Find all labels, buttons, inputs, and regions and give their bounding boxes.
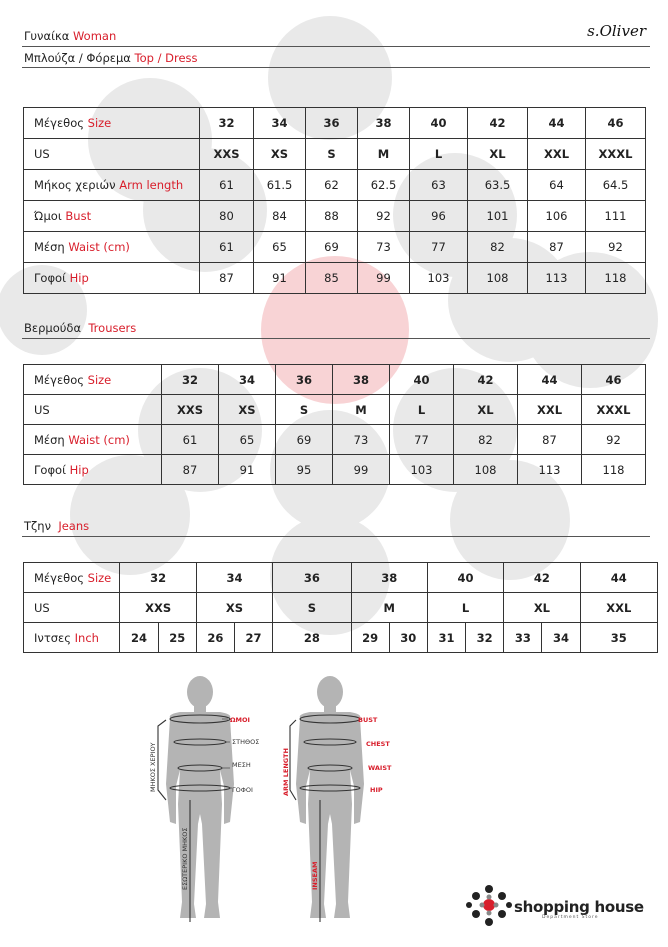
table-cell: 34 <box>254 108 306 139</box>
row-label-gr: Γοφοί <box>34 271 66 285</box>
table-cell: 87 <box>200 263 254 294</box>
table-cell: 82 <box>468 232 528 263</box>
table-cell: 32 <box>162 365 219 395</box>
table-cell: XXL <box>518 395 582 425</box>
row-label-gr: Μέση <box>34 432 65 447</box>
table-row <box>24 455 646 485</box>
table-cell: 88 <box>306 201 358 232</box>
table-cell: M <box>351 593 427 623</box>
table-row <box>24 263 646 294</box>
row-label-gr: US <box>34 147 50 161</box>
row-label-en: Hip <box>69 271 89 285</box>
row-label-en: Size <box>87 372 112 387</box>
table-cell: 106 <box>528 201 586 232</box>
table-row <box>24 232 646 263</box>
row-label <box>24 455 162 485</box>
table-cell: 61.5 <box>254 170 306 201</box>
table-cell: 69 <box>276 425 333 455</box>
table-row <box>24 593 658 623</box>
table-cell: 31 <box>427 623 465 653</box>
table-cell: L <box>410 139 468 170</box>
row-label-gr: Μέγεθος <box>34 570 84 585</box>
table-cell: 24 <box>120 623 158 653</box>
table-cell: 26 <box>196 623 234 653</box>
table-cell: S <box>273 593 351 623</box>
table-cell: XS <box>254 139 306 170</box>
top-label-gr: Μπλούζα / Φόρεμα <box>24 51 131 65</box>
table-cell: 96 <box>410 201 468 232</box>
table-cell: XXL <box>580 593 657 623</box>
table-cell: 62.5 <box>358 170 410 201</box>
table-cell: 118 <box>586 263 646 294</box>
table-cell: 63.5 <box>468 170 528 201</box>
table-cell: 77 <box>410 232 468 263</box>
table-cell: 65 <box>219 425 276 455</box>
table-cell: 103 <box>410 263 468 294</box>
table-cell: 40 <box>390 365 454 395</box>
table-cell: XXXL <box>586 139 646 170</box>
table-cell: 46 <box>586 108 646 139</box>
table-cell: 101 <box>468 201 528 232</box>
table-cell: 36 <box>276 365 333 395</box>
table-cell: 108 <box>454 455 518 485</box>
row-label-gr: Ιντσες <box>34 630 71 645</box>
row-label <box>24 170 200 201</box>
table-cell: 32 <box>120 563 196 593</box>
row-label <box>24 263 200 294</box>
jeans-label-en: Jeans <box>58 519 90 533</box>
section-woman-header <box>24 29 116 43</box>
table-cell: 108 <box>468 263 528 294</box>
row-label <box>24 108 200 139</box>
divider <box>22 46 650 47</box>
row-label-gr: Μήκος χεριών <box>34 178 116 192</box>
chest-label-en: CHEST <box>366 740 390 748</box>
table-cell: 40 <box>427 563 503 593</box>
table-cell: 35 <box>580 623 657 653</box>
table-row <box>24 395 646 425</box>
table-row <box>24 365 646 395</box>
brand-logo: s.Oliver <box>587 22 646 40</box>
figure-back <box>296 676 364 918</box>
table-cell: XL <box>468 139 528 170</box>
table-cell: 40 <box>410 108 468 139</box>
row-label <box>24 395 162 425</box>
jeans-label-gr: Τζην <box>24 519 51 533</box>
table-cell: L <box>427 593 503 623</box>
table-cell: XS <box>219 395 276 425</box>
section-trousers-header <box>24 321 136 335</box>
table-cell: M <box>358 139 410 170</box>
table-cell: 38 <box>351 563 427 593</box>
table-cell: XXS <box>120 593 196 623</box>
table-cell: 92 <box>586 232 646 263</box>
row-label-en: Waist (cm) <box>68 240 130 254</box>
table-cell: 91 <box>254 263 306 294</box>
woman-label-gr: Γυναίκα <box>24 29 70 43</box>
table-row <box>24 201 646 232</box>
table-cell: 113 <box>518 455 582 485</box>
shopping-house-logo-icon <box>464 884 514 928</box>
table-cell: S <box>306 139 358 170</box>
table-cell: 62 <box>306 170 358 201</box>
table-cell: 25 <box>158 623 196 653</box>
row-label-gr: Γοφοί <box>34 462 66 477</box>
trousers-label-en: Trousers <box>88 321 137 335</box>
trousers-label-gr: Βερμούδα <box>24 321 82 335</box>
table-cell: 92 <box>358 201 410 232</box>
row-label <box>24 232 200 263</box>
bust-label-gr: ΩΜΟΙ <box>230 716 250 724</box>
table-cell: 42 <box>454 365 518 395</box>
table-cell: 44 <box>580 563 657 593</box>
row-label-gr: Ώμοι <box>34 209 62 223</box>
table-cell: 30 <box>389 623 427 653</box>
table-cell: 64.5 <box>586 170 646 201</box>
row-label <box>24 623 120 653</box>
row-label <box>24 201 200 232</box>
row-label <box>24 139 200 170</box>
table-cell: 36 <box>306 108 358 139</box>
row-label <box>24 425 162 455</box>
row-label-en: Size <box>87 570 112 585</box>
table-cell: 29 <box>351 623 389 653</box>
waist-label-gr: ΜΕΣΗ <box>232 761 251 769</box>
table-row <box>24 170 646 201</box>
table-row <box>24 623 658 653</box>
section-top-header <box>24 51 198 65</box>
table-cell: M <box>333 395 390 425</box>
table-cell: XXS <box>162 395 219 425</box>
table-cell: 33 <box>504 623 542 653</box>
table-cell: 77 <box>390 425 454 455</box>
inseam-label-en: INSEAM <box>311 861 319 890</box>
hip-label-en: HIP <box>370 786 383 794</box>
table-cell: 65 <box>254 232 306 263</box>
row-label-en: Arm length <box>119 178 184 192</box>
table-cell: 111 <box>586 201 646 232</box>
table-cell: 36 <box>273 563 351 593</box>
table-cell: 103 <box>390 455 454 485</box>
table-cell: L <box>390 395 454 425</box>
table-cell: 61 <box>162 425 219 455</box>
row-label-en: Inch <box>74 630 99 645</box>
table-cell: 61 <box>200 170 254 201</box>
table-cell: 73 <box>333 425 390 455</box>
woman-label-en: Woman <box>72 29 117 43</box>
arm-label-gr: ΜΗΚΟΣ ΧΕΡΙΟΥ <box>149 742 157 792</box>
table-cell: 69 <box>306 232 358 263</box>
row-label-gr: Μέση <box>34 240 65 254</box>
row-label-gr: US <box>34 402 50 417</box>
table-cell: 42 <box>504 563 580 593</box>
waist-label-en: WAIST <box>368 764 392 772</box>
table-cell: 61 <box>200 232 254 263</box>
top-size-table <box>23 107 646 294</box>
table-cell: 32 <box>200 108 254 139</box>
table-cell: 92 <box>582 425 646 455</box>
table-cell: 95 <box>276 455 333 485</box>
section-jeans-header <box>24 519 89 533</box>
table-cell: 44 <box>518 365 582 395</box>
table-row <box>24 563 658 593</box>
row-label-en: Hip <box>69 462 89 477</box>
table-cell: 27 <box>234 623 272 653</box>
table-cell: XL <box>454 395 518 425</box>
store-name: shopping house <box>514 898 644 916</box>
table-cell: 34 <box>219 365 276 395</box>
table-cell: S <box>276 395 333 425</box>
table-cell: 87 <box>518 425 582 455</box>
table-cell: 46 <box>582 365 646 395</box>
bust-label-en: BUST <box>358 716 378 724</box>
table-cell: XS <box>196 593 272 623</box>
table-cell: 28 <box>273 623 351 653</box>
row-label-en: Waist (cm) <box>68 432 130 447</box>
table-cell: 38 <box>358 108 410 139</box>
table-cell: 99 <box>333 455 390 485</box>
row-label <box>24 365 162 395</box>
table-cell: 32 <box>466 623 504 653</box>
table-row <box>24 425 646 455</box>
hip-label-gr: ΓΟΦΟΙ <box>232 786 253 794</box>
table-cell: 85 <box>306 263 358 294</box>
row-label <box>24 593 120 623</box>
figure-front <box>166 676 234 918</box>
table-cell: 87 <box>528 232 586 263</box>
table-cell: 73 <box>358 232 410 263</box>
top-label-en: Top / Dress <box>134 51 198 65</box>
table-cell: 63 <box>410 170 468 201</box>
table-cell: 113 <box>528 263 586 294</box>
table-cell: 64 <box>528 170 586 201</box>
divider <box>22 536 650 537</box>
table-cell: XL <box>504 593 580 623</box>
table-cell: 42 <box>468 108 528 139</box>
chest-label-gr: ΣΤΗΘΟΣ <box>232 738 260 746</box>
row-label-gr: Μέγεθος <box>34 372 84 387</box>
table-cell: 91 <box>219 455 276 485</box>
table-cell: 34 <box>196 563 272 593</box>
table-cell: 44 <box>528 108 586 139</box>
table-cell: XXXL <box>582 395 646 425</box>
table-cell: XXS <box>200 139 254 170</box>
table-cell: XXL <box>528 139 586 170</box>
table-cell: 82 <box>454 425 518 455</box>
row-label-en: Bust <box>65 209 92 223</box>
inseam-label-gr: ΕΣΩΤΕΡΙΚΟ ΜΗΚΟΣ <box>181 827 189 890</box>
table-cell: 99 <box>358 263 410 294</box>
table-row <box>24 139 646 170</box>
row-label-gr: US <box>34 600 50 615</box>
table-cell: 87 <box>162 455 219 485</box>
store-tagline: Department Store <box>542 915 599 920</box>
row-label <box>24 563 120 593</box>
table-cell: 34 <box>542 623 580 653</box>
table-cell: 38 <box>333 365 390 395</box>
table-row <box>24 108 646 139</box>
table-cell: 84 <box>254 201 306 232</box>
table-cell: 80 <box>200 201 254 232</box>
arm-label-en: ARM LENGTH <box>282 748 290 796</box>
table-cell: 118 <box>582 455 646 485</box>
divider <box>22 338 650 339</box>
jeans-size-table <box>23 562 658 653</box>
trousers-size-table <box>23 364 646 485</box>
measurement-figures <box>130 670 410 930</box>
divider <box>22 67 650 68</box>
row-label-gr: Μέγεθος <box>34 116 84 130</box>
row-label-en: Size <box>87 116 112 130</box>
